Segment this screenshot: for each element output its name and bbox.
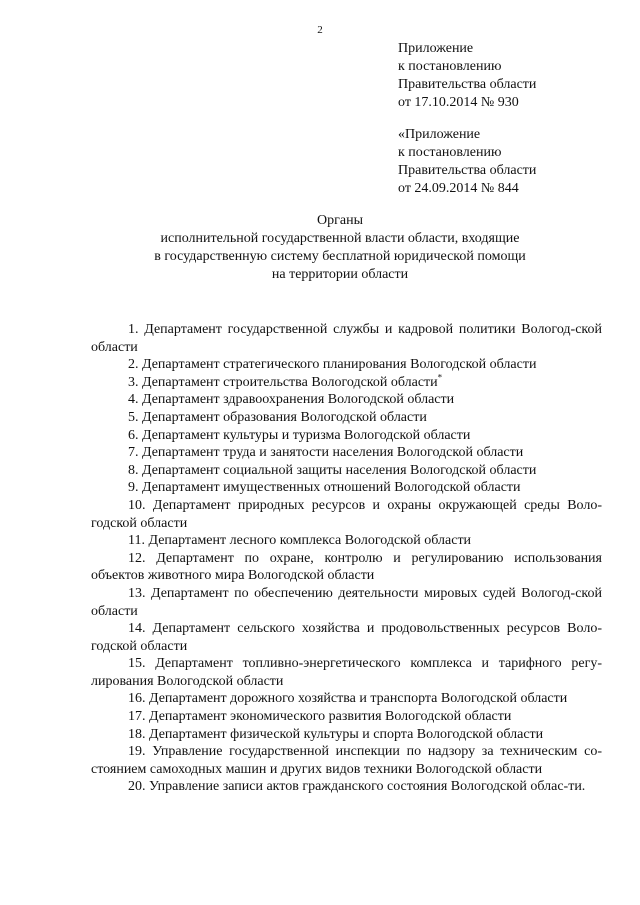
title-line: Органы: [317, 213, 363, 228]
item-text: 16. Департамент дорожного хозяйства и транспорта Вологодской области: [128, 691, 568, 707]
annex-line: к постановлению: [398, 145, 502, 160]
item-text: 12. Департамент по охране, контролю и регулированию использования объектов животного мира Вологодской области: [91, 550, 602, 584]
item-text: 11. Департамент лесного комплекса Вологодской области: [128, 533, 472, 549]
list-item: [91, 356, 602, 374]
annex-line: Правительства области: [398, 77, 537, 92]
annex-line: к постановлению: [398, 59, 502, 74]
item-text: 2. Департамент стратегического планирования Вологодской области: [128, 357, 537, 373]
item-text: 7. Департамент труда и занятости населения Вологодской области: [128, 445, 524, 461]
title-line: исполнительной государственной власти области, входящие: [160, 231, 520, 246]
list-item: [91, 550, 602, 585]
list-item: [91, 479, 602, 497]
annex-header-current: [398, 40, 536, 112]
title-line: в государственную систему бесплатной юридической помощи: [154, 249, 526, 264]
list-item: [91, 743, 602, 778]
list-item: [91, 321, 602, 356]
list-item: [91, 690, 602, 708]
annex-header-previous: [398, 126, 536, 198]
list-item: [91, 655, 602, 690]
annex-line: от 17.10.2014 № 930: [398, 95, 519, 110]
list-item: [91, 726, 602, 744]
item-text: 10. Департамент природных ресурсов и охраны окружающей среды Воло-годской области: [91, 497, 602, 531]
title-line: на территории области: [271, 267, 409, 282]
list-item: [91, 497, 602, 532]
item-text: 15. Департамент топливно-энергетического комплекса и тарифного регу-лирования Вологодской области: [91, 656, 602, 689]
list-item: [91, 532, 602, 550]
list-item: [91, 620, 602, 655]
list-item: [91, 462, 602, 480]
item-text: 20. Управление записи актов гражданского состояния Вологодской облас-ти.: [128, 779, 586, 795]
list-item: [91, 585, 602, 620]
item-text: 5. Департамент образования Вологодской области: [128, 409, 427, 425]
list-item: [91, 374, 602, 392]
list-item: [91, 409, 602, 427]
item-text: 3. Департамент строительства Вологодской области: [128, 374, 438, 390]
footnote-mark: *: [437, 372, 443, 383]
item-text: 17. Департамент экономического развития Вологодской области: [128, 709, 512, 725]
item-text: 13. Департамент по обеспечению деятельности мировых судей Вологод-ской области: [91, 585, 602, 619]
item-text: 8. Департамент социальной защиты населения Вологодской области: [128, 462, 537, 478]
item-text: 9. Департамент имущественных отношений Вологодской области: [128, 480, 521, 496]
item-text: 18. Департамент физической культуры и спорта Вологодской области: [128, 726, 544, 742]
list-item: [91, 391, 602, 409]
list-item: [91, 444, 602, 462]
item-text: 6. Департамент культуры и туризма Вологодской области: [128, 427, 471, 443]
annex-line: от 24.09.2014 № 844: [398, 181, 519, 196]
agencies-list: [91, 321, 602, 796]
list-item: [91, 778, 602, 796]
annex-line: Правительства области: [398, 163, 537, 178]
page-number: 2: [317, 24, 323, 36]
document-title: [60, 212, 620, 284]
list-item: [91, 708, 602, 726]
annex-line: Приложение: [398, 41, 474, 56]
list-item: [91, 427, 602, 445]
item-text: 14. Департамент сельского хозяйства и продовольственных ресурсов Воло-годской области: [91, 621, 602, 654]
item-text: 1. Департамент государственной службы и кадровой политики Вологод-ской области: [91, 322, 602, 355]
item-text: 4. Департамент здравоохранения Вологодской области: [128, 392, 455, 408]
annex-line: «Приложение: [398, 127, 481, 142]
item-text: 19. Управление государственной инспекции по надзору за техническим со-стоянием самоходных машин и других видов техники Вологодской области: [91, 744, 602, 777]
